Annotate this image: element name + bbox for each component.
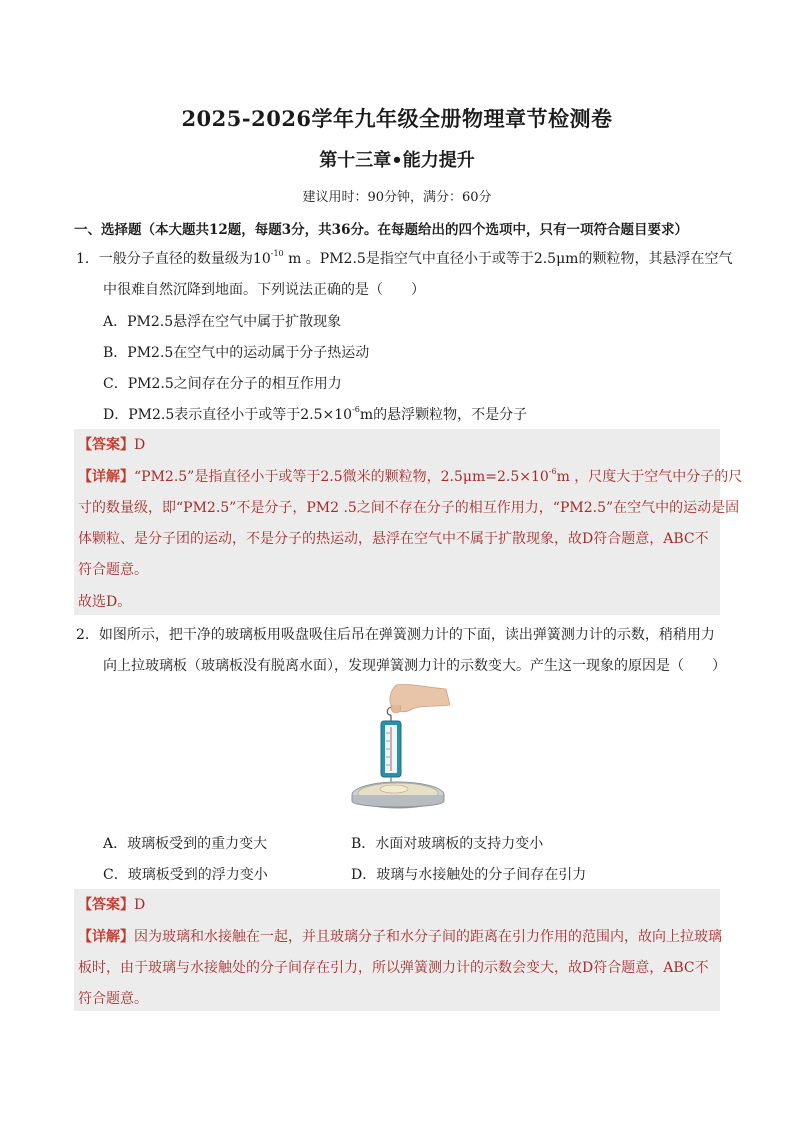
q1-answer-box: [74, 429, 720, 615]
q1-option-d: [103, 404, 527, 424]
q2-option-b: B．水面对玻璃板的支持力变小: [351, 836, 544, 852]
q2-detail-line1: [78, 926, 722, 946]
time-score-info: 建议用时：90分钟，满分：60分: [302, 190, 492, 205]
q1-stem-line1: [76, 248, 732, 268]
q2-option-d: D．玻璃与水接触处的分子间存在引力: [351, 867, 587, 883]
q2-answer-value: D: [134, 897, 146, 913]
q1-detail-line3: 体颗粒、是分子团的运动，不是分子的热运动，悬浮在空气中不属于扩散现象，故D符合题意，ABC不: [78, 531, 709, 547]
q1-detail-part-a: “PM2.5”是指直径小于或等于2.5微米的颗粒物，2.5μm=2.5×10: [134, 469, 549, 485]
q1-option-d-exponent: -6: [352, 405, 360, 415]
q1-answer-value: D: [134, 437, 146, 453]
q2-answer-tag: 【答案】: [78, 897, 134, 913]
q1-exponent: -10: [270, 249, 284, 259]
q1-stem-line2: 中很难自然沉降到地面。下列说法正确的是（ ）: [103, 282, 425, 298]
q1-detail-line4: 符合题意。: [78, 562, 148, 578]
q1-option-c: C．PM2.5之间存在分子的相互作用力: [103, 376, 342, 392]
q1-option-d-part-b: m的悬浮颗粒物，不是分子: [359, 407, 528, 423]
exam-title: 2025-2026学年九年级全册物理章节检测卷: [181, 106, 613, 131]
q1-option-d-part-a: D．PM2.5表示直径小于或等于2.5×10: [103, 407, 353, 423]
q2-detail-text: 因为玻璃和水接触在一起，并且玻璃分子和水分子间的距离在引力作用的范围内，故向上拉玻璃: [134, 929, 722, 945]
q2-stem-line1: 2．如图所示，把干净的玻璃板用吸盘吸住后吊在弹簧测力计的下面，读出弹簧测力计的示数，稍稍用力: [76, 627, 715, 643]
q2-detail-tag: 【详解】: [78, 929, 134, 945]
spring-scale-figure: [346, 683, 450, 813]
q2-detail-line3: 符合题意。: [78, 991, 148, 1007]
q1-detail-line1: [78, 466, 742, 486]
q1-answer: [78, 434, 145, 454]
q2-detail-line2: 板时，由于玻璃与水接触处的分子间存在引力，所以弹簧测力计的示数会变大，故D符合题意，ABC不: [78, 960, 709, 976]
q1-answer-tag: 【答案】: [78, 437, 134, 453]
q2-option-c: C．玻璃板受到的浮力变小: [103, 867, 268, 883]
q2-answer-box: [74, 889, 720, 1011]
q2-stem-line2: 向上拉玻璃板（玻璃板没有脱离水面），发现弹簧测力计的示数变大。产生这一现象的原因是（ ）: [103, 658, 726, 674]
q1-detail-line5: 故选D。: [78, 594, 132, 610]
q2-option-a: A．玻璃板受到的重力变大: [103, 836, 268, 852]
q1-detail-tag: 【详解】: [78, 469, 134, 485]
q1-option-b: B．PM2.5在空气中的运动属于分子热运动: [103, 345, 370, 361]
q1-stem-part-a: 1．一般分子直径的数量级为10: [76, 251, 271, 267]
q1-detail-part-b: m ，尺度大于空气中分子的尺: [556, 469, 743, 485]
q1-detail-line2: 寸的数量级，即“PM2.5”不是分子，PM2 .5之间不存在分子的相互作用力，“PM2.5”在空气中的运动是固: [78, 500, 740, 516]
q1-detail-exponent: -6: [548, 467, 557, 477]
chapter-subtitle: 第十三章•能力提升: [319, 150, 475, 171]
q2-answer: [78, 894, 145, 914]
section-heading: 一、选择题（本大题共12题，每题3分，共36分。在每题给出的四个选项中，只有一项符合题目要求）: [74, 222, 688, 238]
q1-option-a: A．PM2.5悬浮在空气中属于扩散现象: [103, 314, 342, 330]
q1-stem-part-b: m 。PM2.5是指空气中直径小于或等于2.5μm的颗粒物，其悬浮在空气: [283, 251, 733, 267]
